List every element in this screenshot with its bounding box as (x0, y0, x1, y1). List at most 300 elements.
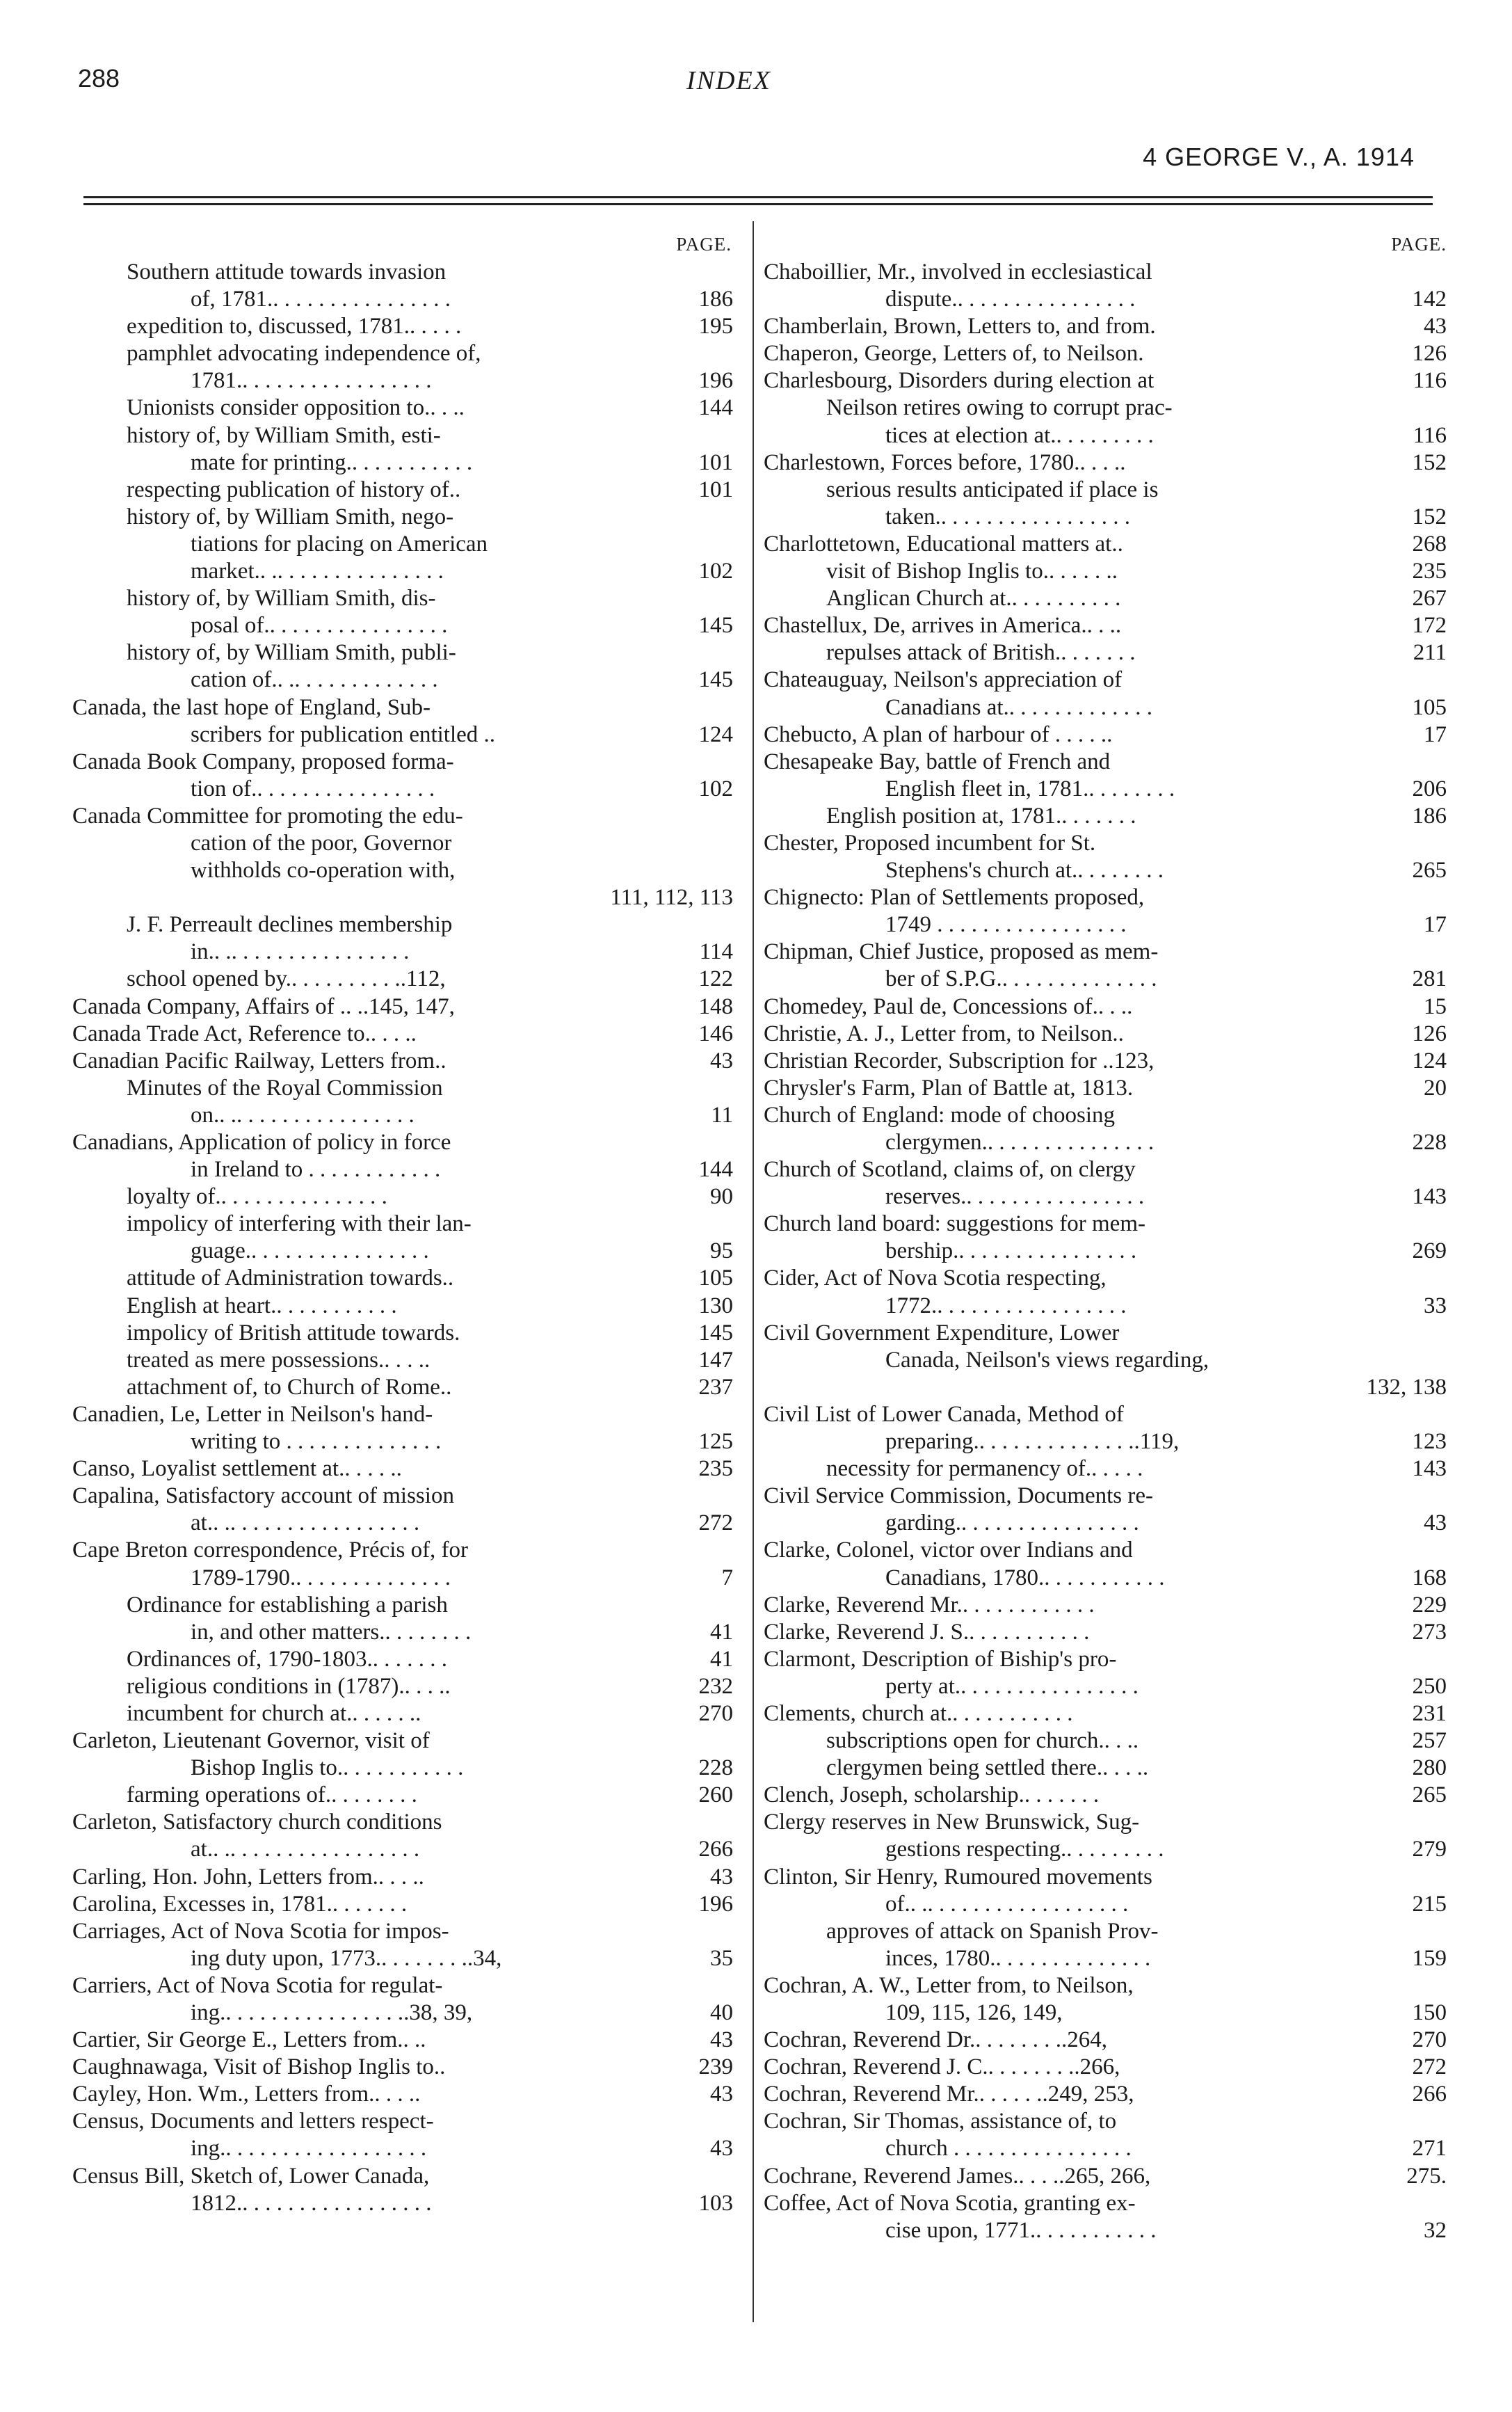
entry-text: expedition to, discussed, 1781.. . . . . (127, 314, 462, 340)
index-entry-line (764, 1238, 1447, 1265)
index-entry-line (72, 449, 740, 477)
entry-page-ref: 237 (698, 1374, 733, 1400)
entry-text: Canso, Loyalist settlement at.. . . . .. (72, 1456, 402, 1482)
entry-text: Neilson retires owing to corrupt prac- (826, 395, 1173, 421)
entry-page-ref: 231 (1412, 1700, 1447, 1726)
index-entry-line (72, 1428, 740, 1455)
entry-page-ref: 11 (711, 1102, 733, 1128)
index-entry-line (764, 286, 1447, 313)
entry-text: 1789-1790.. . . . . . . . . . . . . . (191, 1565, 451, 1590)
index-entry-line (764, 1021, 1447, 1048)
entry-text: Canadians, 1780.. . . . . . . . . . . (885, 1565, 1165, 1590)
entry-text: repulses attack of British.. . . . . . . (826, 640, 1136, 666)
entry-page-ref: 196 (698, 368, 733, 394)
index-entry-line (72, 694, 740, 721)
entry-page-ref: 152 (1412, 449, 1447, 475)
index-entry-line (764, 666, 1431, 694)
index-entry-line (764, 2163, 1447, 2190)
entry-text: visit of Bishop Inglis to.. . . . . .. (826, 559, 1118, 584)
index-entry-line (72, 639, 740, 666)
index-entry-line (764, 1129, 1447, 1156)
index-entry-line (72, 1211, 740, 1238)
entry-text: incumbent for church at.. . . . . .. (127, 1700, 421, 1726)
index-entry-line (764, 939, 1431, 966)
index-entry-line (72, 1320, 740, 1347)
index-entry-line (72, 776, 740, 803)
index-entry-line (764, 1320, 1431, 1347)
index-entry-line (72, 1619, 740, 1646)
entry-text: attachment of, to Church of Rome.. (127, 1374, 452, 1400)
index-entry-line (764, 612, 1447, 639)
entry-page-ref: 43 (710, 2027, 733, 2053)
index-entry-line (764, 857, 1447, 884)
index-entry-line (72, 1129, 740, 1156)
entry-page-ref: 146 (698, 1021, 733, 1046)
index-entry-line (764, 694, 1447, 721)
entry-page-ref: 275. (1406, 2163, 1447, 2189)
entry-text: Cape Breton correspondence, Précis of, for (72, 1538, 469, 1563)
entry-text: Clements, church at.. . . . . . . . . . . (764, 1700, 1073, 1726)
index-column-right (764, 230, 1447, 2244)
index-entry-line (72, 803, 740, 830)
entry-page-ref: 43 (710, 1048, 733, 1073)
entry-page-ref: 147 (698, 1347, 733, 1373)
entry-text: Chastellux, De, arrives in America.. . .. (764, 613, 1122, 639)
entry-page-ref: 272 (1412, 2054, 1447, 2080)
index-entry-line (764, 394, 1431, 422)
index-entry-line (72, 1401, 740, 1428)
index-entry-line (764, 1537, 1431, 1564)
entry-text: Canada Company, Affairs of .. ..145, 147, (72, 993, 455, 1019)
index-entry-line (764, 2081, 1447, 2108)
entry-text: dispute.. . . . . . . . . . . . . . . . (885, 287, 1136, 312)
entry-text: in.. .. . . . . . . . . . . . . . . . (191, 939, 410, 965)
index-entry-line (72, 666, 740, 694)
entry-text: history of, by William Smith, dis- (127, 586, 436, 612)
entry-page-ref: 272 (698, 1510, 733, 1536)
index-entry-line (72, 477, 740, 504)
index-entry-line (764, 1673, 1447, 1700)
index-entry-line (764, 1646, 1431, 1673)
index-entry-line (764, 993, 1447, 1021)
index-entry-line (72, 1347, 740, 1374)
entry-text: Census Bill, Sketch of, Lower Canada, (72, 2163, 430, 2189)
index-entry-line (72, 1700, 740, 1727)
entry-page-ref: 266 (1412, 2082, 1447, 2107)
entry-text: Carleton, Satisfactory church conditions (72, 1810, 442, 1835)
entry-page-ref: 281 (1412, 966, 1447, 992)
entry-page-ref: 144 (698, 1157, 733, 1183)
index-entry-line (72, 2027, 740, 2054)
index-entry-line (764, 1075, 1447, 1102)
entry-page-ref: 265 (1412, 1782, 1447, 1808)
index-entry-line (72, 1782, 740, 1809)
index-entry-line (764, 1211, 1431, 1238)
entry-text: ing.. . . . . . . . . . . . . . . ..38, 39, (191, 2000, 473, 2025)
index-entry-line (72, 884, 740, 911)
entry-text: Clinton, Sir Henry, Rumoured movements (764, 1864, 1152, 1890)
entry-text: Cochran, Reverend Mr.. . . . . ..249, 253, (764, 2082, 1134, 2107)
entry-text: Census, Documents and letters respect- (72, 2109, 434, 2134)
index-entry-line (764, 1619, 1447, 1646)
entry-text: Canadians, Application of policy in force (72, 1130, 451, 1155)
index-entry-line (72, 422, 740, 449)
index-entry-line (764, 449, 1447, 477)
entry-text: cation of the poor, Governor (191, 830, 452, 856)
index-entry-line (764, 911, 1447, 939)
entry-text: at.. .. . . . . . . . . . . . . . . . . (191, 1510, 420, 1536)
index-entry-line (764, 1347, 1431, 1374)
index-entry-line (72, 939, 740, 966)
page-number: 288 (78, 64, 120, 93)
index-entry-line (72, 1238, 740, 1265)
entry-text: Canadian Pacific Railway, Letters from.. (72, 1048, 447, 1073)
index-entry-line (72, 2054, 740, 2081)
index-entry-line (72, 857, 740, 884)
entry-text: 109, 115, 126, 149, (885, 2000, 1063, 2025)
entry-page-ref: 145 (698, 613, 733, 639)
index-entry-line (72, 1945, 740, 1972)
page-title: INDEX (686, 66, 771, 95)
entry-text: Carriages, Act of Nova Scotia for impos- (72, 1918, 449, 1944)
index-entry-line (764, 1999, 1447, 2027)
index-entry-line (764, 639, 1447, 666)
entry-text: mate for printing.. . . . . . . . . . . (191, 449, 473, 475)
entry-page-ref: 270 (698, 1700, 733, 1726)
index-entry-line (764, 1864, 1431, 1891)
entry-page-ref: 105 (1412, 694, 1447, 720)
index-entry-line (764, 1428, 1447, 1455)
entry-page-ref: 228 (698, 1755, 733, 1781)
entry-page-ref: 271 (1412, 2136, 1447, 2162)
entry-page-ref: 239 (698, 2054, 733, 2080)
entry-text: clergymen.. . . . . . . . . . . . . . . (885, 1130, 1155, 1155)
index-entry-line (764, 1592, 1447, 1619)
entry-page-ref: 116 (1413, 368, 1447, 394)
entry-text: church . . . . . . . . . . . . . . . . (885, 2136, 1132, 2162)
entry-text: on.. .. . . . . . . . . . . . . . . . (191, 1102, 415, 1128)
entry-text: of, 1781.. . . . . . . . . . . . . . . . (191, 287, 451, 312)
entry-page-ref: 172 (1412, 613, 1447, 639)
entry-text: Ordinances of, 1790-1803.. . . . . . . (127, 1646, 448, 1672)
entry-text: Canada Book Company, proposed forma- (72, 749, 454, 774)
entry-text: 1749 . . . . . . . . . . . . . . . . . (885, 912, 1127, 938)
index-entry-line (72, 911, 740, 939)
index-entry-line (72, 2081, 740, 2108)
entry-page-ref: 41 (710, 1619, 733, 1645)
entry-text: Church land board: suggestions for mem- (764, 1211, 1145, 1237)
entry-page-ref: 101 (698, 449, 733, 475)
entry-page-ref: 232 (698, 1673, 733, 1699)
index-entry-line (764, 504, 1447, 531)
entry-text: tiations for placing on American (191, 531, 488, 557)
entry-text: Chipman, Chief Justice, proposed as mem- (764, 939, 1159, 965)
entry-page-ref: 186 (698, 287, 733, 312)
index-entry-line (764, 2190, 1431, 2217)
entry-text: Cochrane, Reverend James.. . . ..265, 266, (764, 2163, 1151, 2189)
index-entry-line (764, 1891, 1447, 1918)
entry-page-ref: 124 (1412, 1048, 1447, 1073)
entry-text: bership.. . . . . . . . . . . . . . . . (885, 1238, 1137, 1264)
entry-page-ref: 196 (698, 1891, 733, 1917)
entry-text: Canada Trade Act, Reference to.. . . .. (72, 1021, 417, 1046)
entry-text: Clarke, Colonel, victor over Indians and (764, 1538, 1133, 1563)
index-entry-line (764, 1293, 1447, 1320)
index-entry-line (764, 313, 1447, 340)
index-entry-line (72, 1864, 740, 1891)
index-entry-line (72, 830, 740, 857)
entry-text: Christian Recorder, Subscription for ..123, (764, 1048, 1155, 1073)
index-entry-line (72, 1646, 740, 1673)
index-entry-line (72, 340, 740, 367)
index-entry-line (72, 286, 740, 313)
entry-text: Chesapeake Bay, battle of French and (764, 749, 1111, 774)
entry-text: clergymen being settled there.. . . .. (826, 1755, 1149, 1781)
entry-page-ref: 143 (1412, 1184, 1447, 1210)
index-entry-line (764, 477, 1431, 504)
index-entry-line (72, 1048, 740, 1075)
entry-text: ing duty upon, 1773.. . . . . . . ..34, (191, 1945, 502, 1971)
entry-text: Christie, A. J., Letter from, to Neilson.. (764, 1021, 1124, 1046)
entry-page-ref: 116 (1413, 422, 1447, 448)
entry-page-ref: 152 (1412, 504, 1447, 529)
entry-page-ref: 111, 112, 113 (610, 885, 733, 911)
column-divider (753, 221, 754, 2322)
edition-label: 4 GEORGE V., A. 1914 (1143, 143, 1415, 171)
index-entry-line (72, 1293, 740, 1320)
entry-page-ref: 40 (710, 2000, 733, 2025)
entry-text: Cartier, Sir George E., Letters from.. .. (72, 2027, 426, 2053)
index-entry-line (764, 1727, 1447, 1755)
entry-text: English at heart.. . . . . . . . . . . (127, 1293, 397, 1318)
entry-text: writing to . . . . . . . . . . . . . . (191, 1429, 442, 1455)
entry-text: necessity for permanency of.. . . . . (826, 1456, 1143, 1482)
entry-text: Charlesbourg, Disorders during election at (764, 368, 1155, 394)
index-entry-line (72, 1755, 740, 1782)
entry-text: Clench, Joseph, scholarship.. . . . . . . (764, 1782, 1100, 1808)
entry-text: Chaperon, George, Letters of, to Neilson. (764, 341, 1144, 367)
index-entry-line (72, 2108, 740, 2135)
entry-text: tion of.. . . . . . . . . . . . . . . . (191, 776, 435, 801)
entry-text: Church of England: mode of choosing (764, 1102, 1115, 1128)
entry-text: Canadien, Le, Letter in Neilson's hand- (72, 1401, 433, 1427)
index-entry-line (764, 1510, 1447, 1537)
entry-text: Unionists consider opposition to.. . .. (127, 395, 465, 421)
entry-page-ref: 114 (699, 939, 733, 965)
index-entry-line (72, 1021, 740, 1048)
entry-text: Caughnawaga, Visit of Bishop Inglis to.. (72, 2054, 446, 2080)
index-entry-line (764, 1265, 1431, 1292)
index-entry-line (764, 2027, 1447, 2054)
entry-page-ref: 102 (698, 776, 733, 801)
index-entry-line (72, 1809, 740, 1836)
entry-page-ref: 105 (698, 1265, 733, 1291)
entry-text: religious conditions in (1787).. . . .. (127, 1673, 451, 1699)
index-entry-line (72, 2135, 740, 2162)
entry-page-ref: 168 (1412, 1565, 1447, 1590)
index-entry-line (72, 2163, 740, 2190)
index-entry-line (72, 1592, 740, 1619)
entry-text: Bishop Inglis to.. . . . . . . . . . . (191, 1755, 464, 1781)
entry-text: impolicy of British attitude towards. (127, 1320, 460, 1345)
column-heading-page: PAGE. (1391, 234, 1447, 255)
entry-page-ref: 17 (1424, 721, 1447, 747)
entry-page-ref: 206 (1412, 776, 1447, 801)
entry-text: approves of attack on Spanish Prov- (826, 1918, 1159, 1944)
index-entry-line (764, 422, 1447, 449)
entry-text: cise upon, 1771.. . . . . . . . . . . (885, 2217, 1157, 2243)
entry-page-ref: 102 (698, 559, 733, 584)
entry-page-ref: 95 (710, 1238, 733, 1264)
entry-page-ref: 145 (698, 1320, 733, 1345)
index-entry-line (72, 1537, 740, 1564)
index-entry-line (72, 367, 740, 394)
entry-text: Civil List of Lower Canada, Method of (764, 1401, 1124, 1427)
index-entry-line (764, 830, 1431, 857)
entry-text: Coffee, Act of Nova Scotia, granting ex- (764, 2190, 1136, 2216)
index-entry-line (72, 1075, 740, 1102)
entry-text: attitude of Administration towards.. (127, 1265, 454, 1291)
index-entry-line (72, 531, 740, 558)
entry-page-ref: 32 (1424, 2217, 1447, 2243)
index-entry-line (72, 966, 740, 993)
index-entry-line (72, 1374, 740, 1401)
index-entry-line (72, 1455, 740, 1483)
index-entry-line (72, 1156, 740, 1183)
entry-text: treated as mere possessions.. . . .. (127, 1347, 431, 1373)
index-entry-line (72, 313, 740, 340)
entry-text: Canada Committee for promoting the edu- (72, 803, 463, 829)
entry-text: scribers for publication entitled .. (191, 721, 496, 747)
entry-text: garding.. . . . . . . . . . . . . . . . (885, 1510, 1139, 1536)
entry-text: pamphlet advocating independence of, (127, 341, 481, 367)
entry-text: Canada, Neilson's views regarding, (885, 1347, 1209, 1373)
index-entry-line (764, 884, 1431, 911)
index-entry-line (764, 1102, 1431, 1129)
index-entry-line (72, 394, 740, 422)
entry-text: respecting publication of history of.. (127, 477, 461, 502)
entry-page-ref: 43 (710, 2136, 733, 2162)
entry-page-ref: 268 (1412, 531, 1447, 557)
entry-text: Chebucto, A plan of harbour of . . . . .. (764, 721, 1113, 747)
entry-page-ref: 228 (1412, 1130, 1447, 1155)
entry-text: Chrysler's Farm, Plan of Battle at, 1813. (764, 1075, 1134, 1101)
entry-text: Charlestown, Forces before, 1780.. . . .. (764, 449, 1126, 475)
entry-page-ref: 132, 138 (1366, 1374, 1447, 1400)
index-entry-line (764, 966, 1447, 993)
index-entry-line (764, 2217, 1447, 2244)
index-entry-line (764, 1782, 1447, 1809)
index-entry-line (764, 2054, 1447, 2081)
entry-page-ref: 122 (698, 966, 733, 992)
entry-text: loyalty of.. . . . . . . . . . . . . . . (127, 1184, 387, 1210)
entry-text: Clarke, Reverend Mr.. . . . . . . . . . . . (764, 1592, 1095, 1618)
index-entry-line (72, 1102, 740, 1129)
entry-text: inces, 1780.. . . . . . . . . . . . . . (885, 1945, 1151, 1971)
entry-page-ref: 43 (710, 2082, 733, 2107)
entry-page-ref: 144 (698, 395, 733, 421)
index-entry-line (764, 721, 1447, 749)
index-entry-line (72, 993, 740, 1021)
entry-page-ref: 250 (1412, 1673, 1447, 1699)
entry-text: Civil Service Commission, Documents re- (764, 1483, 1154, 1509)
entry-text: guage.. . . . . . . . . . . . . . . . (191, 1238, 429, 1264)
index-entry-line (764, 803, 1447, 830)
entry-page-ref: 43 (710, 1864, 733, 1890)
entry-text: Southern attitude towards invasion (127, 259, 447, 285)
entry-page-ref: 269 (1412, 1238, 1447, 1264)
entry-text: gestions respecting.. . . . . . . . . (885, 1837, 1164, 1862)
index-entry-line (72, 558, 740, 585)
entry-text: serious results anticipated if place is (826, 477, 1159, 502)
index-entry-line (72, 1183, 740, 1211)
entry-text: Stephens's church at.. . . . . . . . (885, 858, 1164, 884)
entry-page-ref: 229 (1412, 1592, 1447, 1618)
entry-text: farming operations of.. . . . . . . . (127, 1782, 417, 1808)
index-entry-line (764, 776, 1447, 803)
header-rule-top (83, 196, 1433, 198)
index-entry-line (764, 1183, 1447, 1211)
entry-text: Cochran, Reverend J. C.. . . . . . . ..266, (764, 2054, 1120, 2080)
index-entry-line (72, 612, 740, 639)
entry-text: Carriers, Act of Nova Scotia for regulat- (72, 1972, 443, 1998)
entry-page-ref: 235 (698, 1456, 733, 1482)
index-entry-line (72, 1972, 740, 1999)
header-rule-bottom (83, 203, 1433, 205)
index-entry-line (764, 1836, 1447, 1863)
entry-page-ref: 33 (1424, 1293, 1447, 1318)
entry-page-ref: 41 (710, 1646, 733, 1672)
entry-text: Carleton, Lieutenant Governor, visit of (72, 1728, 430, 1754)
entry-text: withholds co-operation with, (191, 858, 456, 884)
index-entry-line (72, 1999, 740, 2027)
index-entry-line (764, 1401, 1431, 1428)
entry-text: Clarke, Reverend J. S.. . . . . . . . . . . (764, 1619, 1090, 1645)
index-entry-line (72, 1727, 740, 1755)
entry-page-ref: 195 (698, 314, 733, 340)
entry-page-ref: 43 (1424, 1510, 1447, 1536)
entry-text: market.. .. . . . . . . . . . . . . . . (191, 559, 444, 584)
entry-text: Cochran, Sir Thomas, assistance of, to (764, 2109, 1117, 2134)
entry-page-ref: 126 (1412, 341, 1447, 367)
entry-page-ref: 145 (698, 667, 733, 693)
entry-text: Clergy reserves in New Brunswick, Sug- (764, 1810, 1140, 1835)
entry-text: tices at election at.. . . . . . . . . (885, 422, 1154, 448)
entry-text: history of, by William Smith, esti- (127, 422, 441, 448)
index-entry-line (72, 585, 740, 612)
entry-page-ref: 20 (1424, 1075, 1447, 1101)
index-entry-line (764, 259, 1431, 286)
entry-text: Capalina, Satisfactory account of mission (72, 1483, 454, 1509)
entry-text: 1781.. . . . . . . . . . . . . . . . . (191, 368, 432, 394)
entry-text: Chaboillier, Mr., involved in ecclesiastical (764, 259, 1152, 285)
entry-text: Anglican Church at.. . . . . . . . . . (826, 586, 1121, 612)
entry-text: Church of Scotland, claims of, on clergy (764, 1157, 1136, 1183)
entry-page-ref: 7 (721, 1565, 733, 1590)
entry-page-ref: 279 (1412, 1837, 1447, 1862)
index-entry-line (764, 1565, 1447, 1592)
index-entry-line (764, 1755, 1447, 1782)
index-entry-line (764, 367, 1447, 394)
index-entry-line (72, 1918, 740, 1945)
entry-page-ref: 211 (1413, 640, 1447, 666)
entry-text: 1772.. . . . . . . . . . . . . . . . . (885, 1293, 1127, 1318)
index-column-left (72, 230, 740, 2217)
index-entry-line (764, 585, 1447, 612)
entry-text: Cochran, Reverend Dr.. . . . . . . ..264, (764, 2027, 1107, 2053)
entry-page-ref: 215 (1412, 1891, 1447, 1917)
entry-text: posal of.. . . . . . . . . . . . . . . . (191, 613, 448, 639)
